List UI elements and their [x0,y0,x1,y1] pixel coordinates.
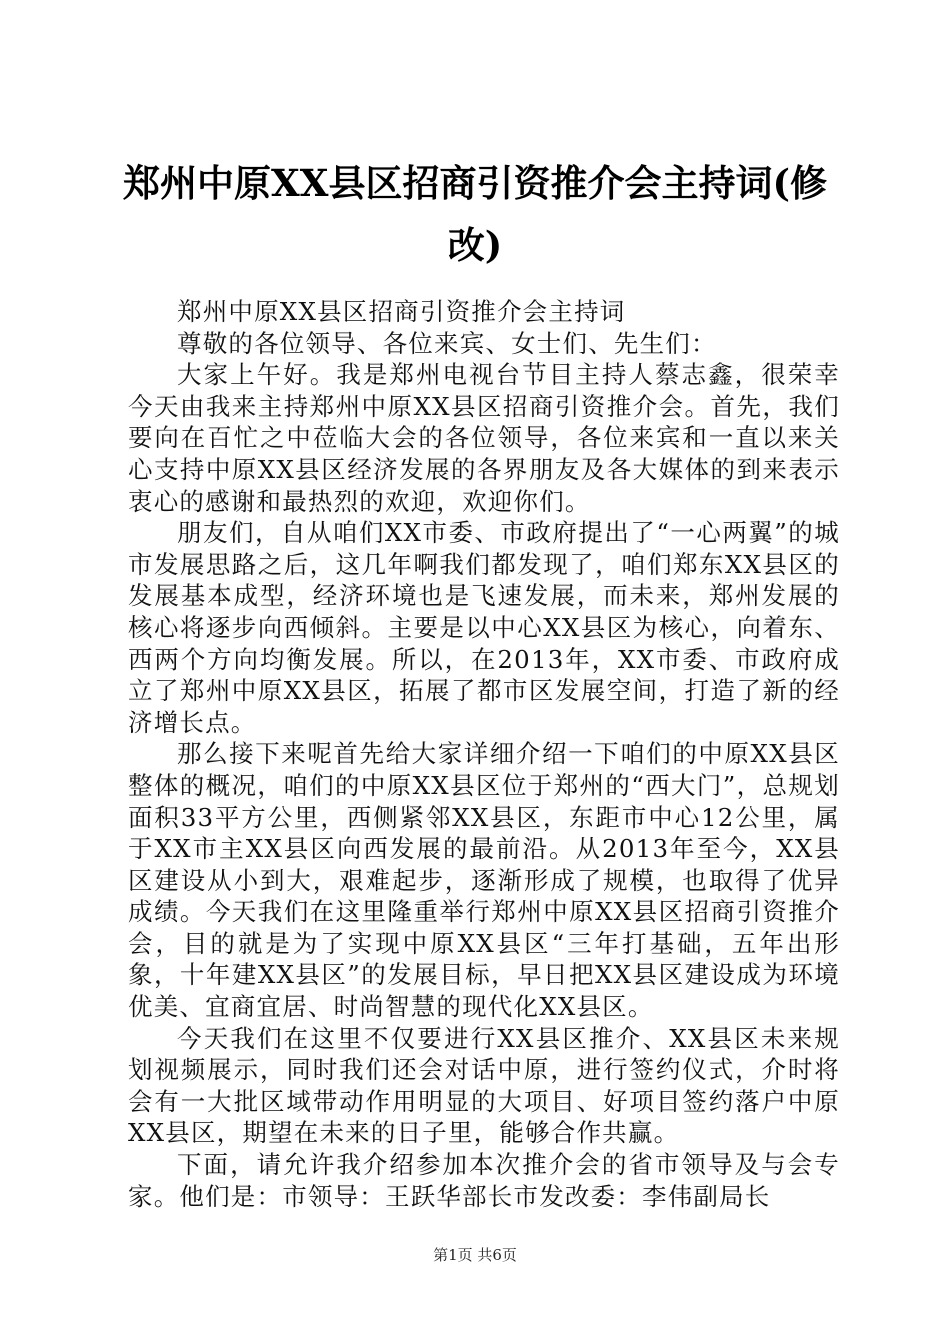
document-title [110,152,840,276]
paragraph-heading: 郑州中原XX县区招商引资推介会主持词 [177,297,626,326]
document-body [128,296,840,1212]
title-line-1: 郑州中原XX县区招商引资推介会主持词(修 [123,161,827,205]
title-line-2: 改) [447,223,503,267]
paragraph-salutation: 尊敬的各位领导、各位来宾、女士们、先生们： [177,328,717,358]
paragraph: 大家上午好。我是郑州电视台节目主持人蔡志鑫，很荣幸今天由我来主持郑州中原XX县区招商引资推介会。首先，我们要向在百忙之中莅临大会的各位领导，各位来宾和一直以来关心支持中原XX县区经济发展的各界朋友及各大媒体的到来表示衷心的感谢和最热烈的欢迎，欢迎你们。 [128,360,840,516]
page-footer: 第1页 共6页 [433,1246,517,1264]
paragraph: 那么接下来呢首先给大家详细介绍一下咱们的中原XX县区整体的概况，咱们的中原XX县区位于郑州的“西大门”，总规划面积33平方公里，西侧紧邻XX县区，东距市中心12公里，属于XX市主XX县区向西发展的最前沿。从2013年至今，XX县区建设从小到大，艰难起步，逐渐形成了规模，也取得了优异成绩。今天我们在这里隆重举行郑州中原XX县区招商引资推介会，目的就是为了实现中原XX县区“三年打基础，五年出形象，十年建XX县区”的发展目标，早日把XX县区建设成为环境优美、宜商宜居、时尚智慧的现代化XX县区。 [128,739,840,1022]
paragraph: 下面，请允许我介绍参加本次推介会的省市领导及与会专家。他们是：市领导：王跃华部长市发改委：李伟副局长 [128,1150,840,1211]
paragraph: 今天我们在这里不仅要进行XX县区推介、XX县区未来规划视频展示，同时我们还会对话中原，进行签约仪式，介时将会有一大批区域带动作用明显的大项目、好项目签约落户中原XX县区，期望在未来的日子里，能够合作共赢。 [128,1023,840,1148]
paragraph: 朋友们，自从咱们XX市委、市政府提出了“一心两翼”的城市发展思路之后，这几年啊我们都发现了，咱们郑东XX县区的发展基本成型，经济环境也是飞速发展，而未来，郑州发展的核心将逐步向西倾斜。主要是以中心XX县区为核心，向着东、西两个方向均衡发展。所以，在2013年，XX市委、市政府成立了郑州中原XX县区，拓展了都市区发展空间，打造了新的经济增长点。 [128,518,840,737]
